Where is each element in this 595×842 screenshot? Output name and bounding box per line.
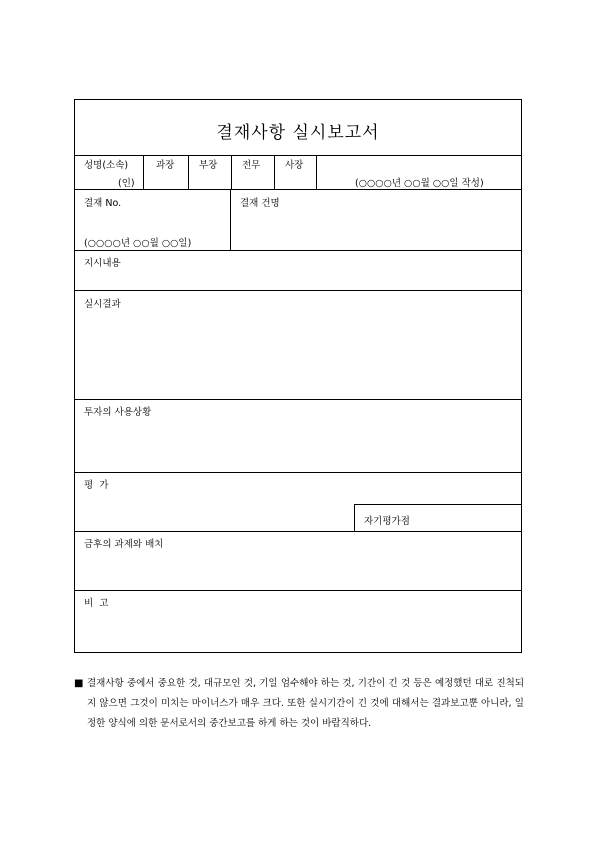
future-label: 금후의 과제와 배치 — [84, 539, 164, 550]
result-label: 실시결과 — [84, 299, 121, 310]
divider — [75, 155, 521, 156]
divider — [316, 155, 317, 189]
form-title: 결재사항 실시보고서 — [216, 123, 380, 143]
divider — [75, 590, 521, 591]
remarks-label: 비 고 — [84, 598, 109, 609]
divider — [75, 472, 521, 473]
evaluation-label: 평 가 — [84, 480, 109, 491]
subject-label: 결재 건명 — [240, 198, 280, 209]
divider — [75, 531, 521, 532]
footnote — [74, 674, 524, 734]
name-label: 성명(소속) — [84, 160, 129, 171]
instruction-label: 지시내용 — [84, 258, 121, 269]
role-general-manager: 부장 — [199, 160, 218, 171]
divider — [75, 250, 521, 251]
report-form — [74, 99, 522, 653]
approval-no-date: (○○○○년 ○○월 ○○일) — [84, 238, 192, 249]
divider — [75, 290, 521, 291]
role-manager: 과장 — [156, 160, 175, 171]
divider — [188, 155, 189, 189]
divider — [274, 155, 275, 189]
role-president: 사장 — [285, 160, 304, 171]
role-executive-director: 전무 — [242, 160, 261, 171]
divider — [143, 155, 144, 189]
divider — [75, 399, 521, 400]
self-score-label: 자기평가점 — [364, 516, 410, 527]
divider — [75, 189, 521, 190]
seal-label: (인) — [118, 178, 135, 189]
investment-label: 투자의 사용상황 — [84, 407, 152, 418]
divider — [231, 155, 232, 189]
approval-no-label: 결재 No. — [84, 198, 122, 209]
square-bullet-icon: ■ — [74, 678, 84, 689]
written-date: (○○○○년 ○○월 ○○일 작성) — [355, 178, 484, 189]
divider — [230, 189, 231, 250]
footnote-text: 결재사항 중에서 중요한 것, 대규모인 것, 기일 엄수해야 하는 것, 기간이 긴 것 등은 예정했던 대로 진척되지 않으면 그것이 미치는 마이너스가 매우 크다. 또한 실시기간이 긴 것에 대해서는 결과보고뿐 아니라, 일정한 양식에 의한 문서로서의 중간보고를 하게 하는 것이 바람직하다. — [87, 678, 524, 729]
